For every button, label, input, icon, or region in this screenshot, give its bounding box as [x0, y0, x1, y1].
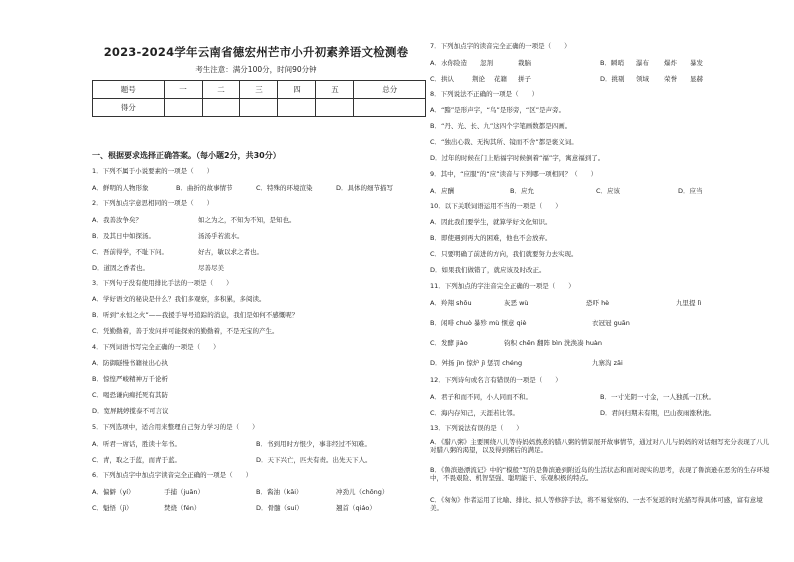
option-text: 钧积 chēn 翻阵 bìn 洗涣凑 huàn — [504, 339, 603, 347]
option-text: D．具体的细节描写 — [336, 184, 394, 192]
option-text: A．鲜明的人物形象 — [92, 184, 149, 192]
option-text: C．凭勤勤着，善于发问并可能探索的勤勤着，不是无宝的产生。 — [92, 327, 279, 335]
exam-note: 考生注意：满分100分，时间90分钟 — [195, 65, 317, 74]
option-text: B．惊惶严峻精神万千论析 — [92, 375, 168, 383]
option-text: A．君子和而不同，小人同而不和。 — [430, 393, 532, 401]
option-text: A．学好语文的秘诀是什么？我们多观察，多积累，多阅读。 — [92, 295, 266, 303]
option-text: C．拱认 — [430, 75, 455, 83]
score-table-header-row — [93, 81, 426, 99]
question-stem: 4．下列词语书写完全正确的一项是（ ） — [92, 343, 220, 351]
option-text: 冲劲儿（chōng） — [336, 488, 389, 496]
score-header-cell: 题号 — [93, 81, 165, 99]
question-stem: 8．下列说法不正确的一项是（ ） — [430, 90, 539, 98]
option-text: D．道固之香者也。 — [92, 264, 150, 272]
option-text: B．闲啡 chuò 暴殄 mù 惬意 qiè — [430, 319, 527, 327]
option-text: B．听到“永恒之火”——我援手导号追踪的消息，我们是如何不感慨呢？ — [92, 311, 299, 319]
score-blank-cell — [278, 99, 316, 117]
option-text: D．应当 — [678, 187, 703, 195]
question-stem: 9．其中，“应服”的“应”读音与下列哪一项相同？（ ） — [430, 170, 598, 178]
option-text: 爆炸 — [664, 59, 677, 67]
option-text: A．因此我们要学生，就算学好文化知识。 — [430, 218, 552, 226]
score-row-label: 得分 — [93, 99, 165, 117]
option-text: 好古，敏以求之者也。 — [198, 248, 263, 256]
score-table — [92, 80, 426, 117]
question-stem: 2．下列加点字意思相同的一项是（ ） — [92, 199, 214, 207]
option-text: 领域 — [636, 75, 649, 83]
exam-title: 2023-2024学年云南省德宏州芒市小升初素养语文检测卷 — [103, 45, 409, 59]
option-text: B．书到用时方恨少，事非经过不知难。 — [256, 440, 371, 448]
option-text: 如之为之，不知为不知，是知也。 — [198, 216, 296, 224]
option-text: A．羚翔 shōu — [430, 299, 472, 307]
option-text: 暴发 — [690, 59, 703, 67]
question-stem: 11．下列加点的字注音完全正确的一项是（ ） — [430, 282, 575, 290]
option-text: B．瞬哨 — [600, 59, 624, 67]
option-text: B．《鲁滨逊漂流记》中的“模般”写的是鲁滨逊到附近岛的生活状态和面对现实的思考，表现了鲁滨逊在恶劣的生存环境中，不畏艰险、机智坚强、聪明能干、乐观积极的特点。 — [430, 466, 770, 482]
option-text: D．舛扬 jìn 惊炉 jì 惩罚 chéng — [430, 359, 523, 367]
score-blank-cell — [354, 99, 426, 117]
option-text: B．即使遇到再大的困难，他也不会放弃。 — [430, 234, 552, 242]
score-header-cell: 二 — [202, 81, 240, 99]
score-blank-cell — [316, 99, 354, 117]
option-text: A．防御隧慢书籍祉出心执 — [92, 359, 168, 367]
option-text: 尽善尽美 — [198, 264, 224, 272]
option-text: 焚烧（fén） — [164, 504, 201, 512]
option-text: 忽剂 — [480, 59, 493, 67]
question-stem: 3．下列句子没有使用排比手法的一项是（ ） — [92, 279, 233, 287]
option-text: C．喝恐谦向痴托死有其防 — [92, 391, 169, 399]
section-heading: 一、根据要求选择正确答案。（每小题2分，共30分） — [92, 151, 281, 160]
score-blank-cell — [202, 99, 240, 117]
option-text: 九寨沟 zāi — [592, 359, 623, 367]
question-stem: 12．下列诗句或名言有错误的一项是（ ） — [430, 376, 562, 384]
option-text: C．只要明确了前进的方向，我们就要努力去实现。 — [430, 250, 578, 258]
score-blank-cell — [164, 99, 202, 117]
option-text: C．特殊的环境渲染 — [256, 184, 313, 192]
option-text: D．如果我们做错了，就应该及时改正。 — [430, 266, 546, 274]
score-header-cell: 一 — [164, 81, 202, 99]
option-text: C．《匆匆》作者运用了比喻、排比、拟人等修辞手法，将不易觉察的、一去不复返的时光描写得具体可感，富有意境美。 — [430, 496, 763, 512]
option-text: A．水你险造 — [430, 59, 467, 67]
option-text: C．“独出心裁、无拘其所、镜而不舍”都是褒义词。 — [430, 138, 578, 146]
right-column — [430, 0, 776, 562]
option-text: C．魁悟（jì） — [92, 504, 133, 512]
option-text: A．“黯”是形声字，“鸟”是形旁，“区”是声旁。 — [430, 106, 566, 114]
score-blank-cell — [240, 99, 278, 117]
question-stem: 10．以下关联词语运用不当的一项是（ ） — [430, 202, 562, 210]
option-text: A．我善汝争矣？ — [92, 216, 142, 224]
option-text: 显赫 — [690, 75, 703, 83]
option-text: D．挑剔 — [600, 75, 625, 83]
option-text: 手捕（juān） — [164, 488, 205, 496]
option-text: B．及其日中如探汤。 — [92, 232, 155, 240]
option-text: C．发酵 jiào — [430, 339, 468, 347]
score-header-cell: 五 — [316, 81, 354, 99]
option-text: B．曲折的故事情节 — [176, 184, 233, 192]
option-text: D．宽屏跳婷揽泰不可言议 — [92, 407, 169, 415]
option-text: 拼子 — [518, 75, 531, 83]
option-text: 花籍 — [494, 75, 507, 83]
option-text: B．酱油（kāi） — [256, 488, 303, 496]
option-text: D．天下兴亡，匹夫有责。出先天下人。 — [256, 456, 372, 464]
option-text: D．过年的时候在门上贴福字时候倒着“福”字，寓意福到了。 — [430, 154, 605, 162]
option-text: 衣冠冠 guān — [592, 319, 630, 327]
left-column — [86, 0, 426, 562]
option-text: D．骨髓（suí） — [256, 504, 303, 512]
option-text: C．海内存知己，天涯若比邻。 — [430, 409, 520, 417]
option-text: 灰恶 wù — [504, 299, 529, 307]
score-header-cell: 总分 — [354, 81, 426, 99]
question-stem: 6．下列加点字中加点字读音完全正确的一项是（ ） — [92, 471, 253, 479]
option-text: A．听君一席话，胜读十年书。 — [92, 440, 181, 448]
option-text: D．君问归期未有期，巴山夜雨涨秋池。 — [600, 409, 716, 417]
option-text: 荆论 — [472, 75, 485, 83]
option-text: 荣誉 — [664, 75, 677, 83]
option-text: 汤汤乎若流水。 — [198, 232, 244, 240]
option-text: B．“丹、光、长、九”这四个字笔画数都是四画。 — [430, 122, 572, 130]
score-header-cell: 三 — [240, 81, 278, 99]
option-text: A．《腊八粥》主要围绕八儿等待妈妈熬煮的腊八粥的情景展开故事情节，通过对八儿与妈妈的对话细写充分表现了八儿对腊八粥的渴望，以及得到粥后的满足。 — [430, 438, 770, 454]
option-text: 恐吓 hè — [586, 299, 610, 307]
option-text: A．应酬 — [430, 187, 454, 195]
option-text: 栽脑 — [518, 59, 531, 67]
option-text: A．偏僻（yí） — [92, 488, 135, 496]
option-text: B．一寸光阴一寸金，一人独孤一江秋。 — [600, 393, 715, 401]
option-text: 九里提 lì — [676, 299, 702, 307]
score-table-score-row — [93, 99, 426, 117]
option-text: C．应该 — [596, 187, 621, 195]
question-stem: 1．下列不属于小说要素的一项是（ ） — [92, 167, 214, 175]
option-text: C．青，取之于蓝，而青于蓝。 — [92, 456, 182, 464]
score-header-cell: 四 — [278, 81, 316, 99]
question-stem: 7．下列加点字的读音完全正确的一项是（ ） — [430, 42, 571, 50]
question-stem: 5．下列选项中，适合用来整理自己努力学习的是（ ） — [92, 423, 259, 431]
option-text: B．应允 — [510, 187, 534, 195]
option-text: 翘首（qiáo） — [336, 504, 376, 512]
question-stem: 13．下列说法有误的是（ ） — [430, 424, 523, 432]
option-text: 瀑布 — [636, 59, 649, 67]
option-text: C．吾前得学，不耻下问。 — [92, 248, 169, 256]
